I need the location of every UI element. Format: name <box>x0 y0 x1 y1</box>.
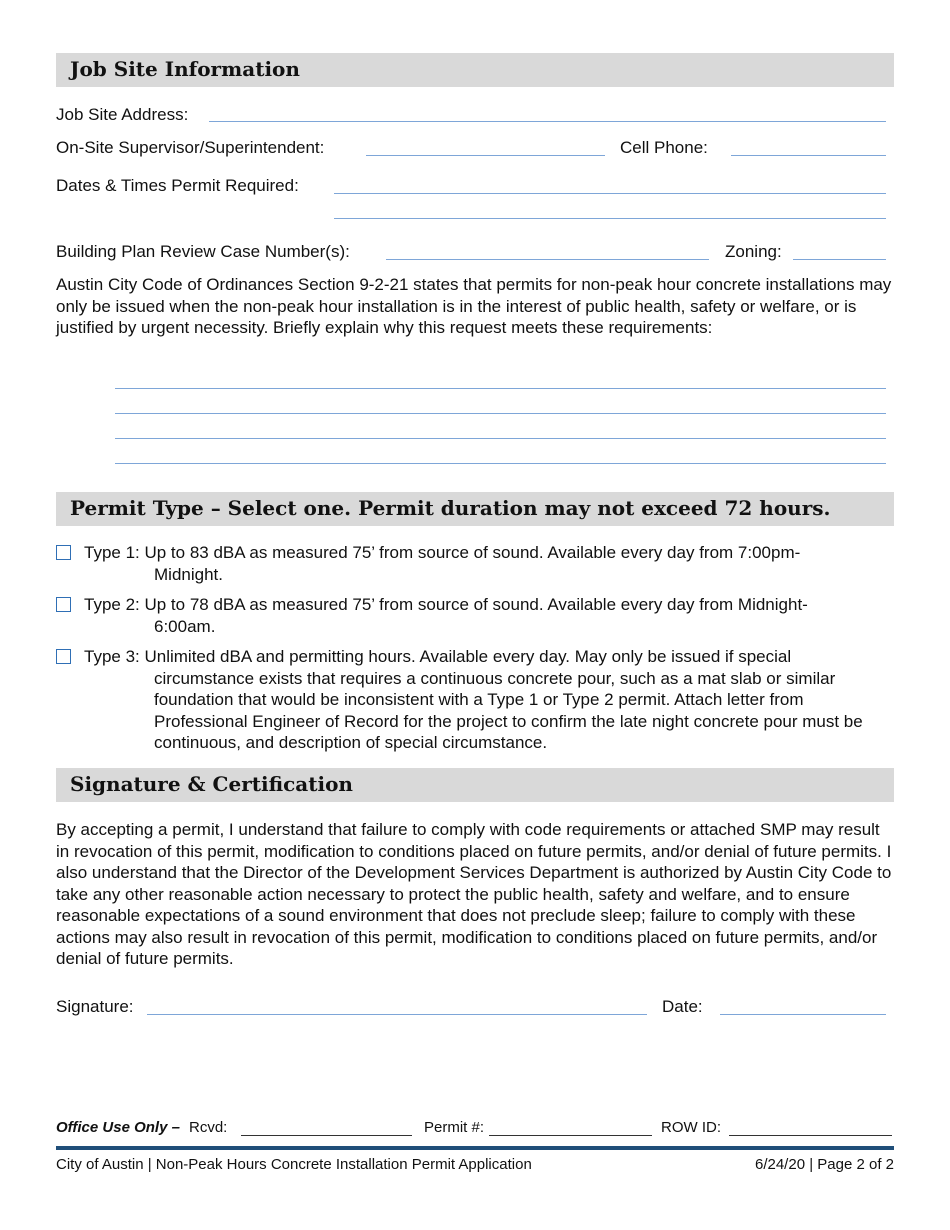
job-site-address-label: Job Site Address: <box>56 105 189 124</box>
date-field[interactable] <box>720 1014 886 1015</box>
permit-type-3-text: Type 3: Unlimited dBA and permitting hours. Available every day. May only be issued if special <box>84 647 792 666</box>
signature-label: Signature: <box>56 997 134 1016</box>
row-id-field[interactable] <box>729 1135 892 1136</box>
section-title: Job Site Information <box>70 57 300 81</box>
cell-phone-label: Cell Phone: <box>620 138 708 157</box>
permit-type-2-text: Type 2: Up to 78 dBA as measured 75’ from source of sound. Available every day from Midnight- <box>84 595 808 614</box>
date-label: Date: <box>662 997 703 1016</box>
footer-title: City of Austin | Non-Peak Hours Concrete Installation Permit Application <box>56 1156 532 1173</box>
permit-number-field[interactable] <box>489 1135 652 1136</box>
permit-type-1-continued: Midnight. <box>154 564 223 584</box>
rcvd-field[interactable] <box>241 1135 412 1136</box>
permit-type-1 <box>84 542 894 585</box>
permit-type-3 <box>84 646 894 754</box>
case-number-label: Building Plan Review Case Number(s): <box>56 242 350 261</box>
case-number-field[interactable] <box>386 259 709 260</box>
zoning-label: Zoning: <box>725 242 782 261</box>
dates-times-label: Dates & Times Permit Required: <box>56 176 299 195</box>
permit-type-2 <box>84 594 894 637</box>
dates-times-field-1[interactable] <box>334 193 886 194</box>
footer-divider <box>56 1146 894 1150</box>
section-header-job-site <box>56 53 894 87</box>
section-title: Permit Type – Select one. Permit duration may not exceed 72 hours. <box>70 496 831 520</box>
dates-times-field-2[interactable] <box>334 218 886 219</box>
explanation-line-1[interactable] <box>115 388 886 389</box>
explanation-line-4[interactable] <box>115 463 886 464</box>
ordinance-text: Austin City Code of Ordinances Section 9-2-21 states that permits for non-peak hour concrete installations may only be issued when the non-peak hour installation is in the interest of public health, safety or welfare, or is justified by urgent necessity. Briefly explain why this request meets these requirements: <box>56 275 892 337</box>
explanation-line-2[interactable] <box>115 413 886 414</box>
office-use-label: Office Use Only – <box>56 1119 180 1136</box>
permit-type-3-continued: circumstance exists that requires a continuous concrete pour, such as a mat slab or similar foundation that would be inconsistent with a Type 1 or Type 2 permit. Attach letter from Professional Engineer of Record for the project to confirm the late night concrete pour must be continuous, and description of special circumstance. <box>154 668 863 752</box>
type-1-checkbox[interactable] <box>56 545 71 560</box>
zoning-field[interactable] <box>793 259 886 260</box>
permit-type-1-text: Type 1: Up to 83 dBA as measured 75’ from source of sound. Available every day from 7:00pm- <box>84 543 801 562</box>
permit-number-label: Permit #: <box>424 1119 485 1136</box>
rcvd-label: Rcvd: <box>189 1119 228 1136</box>
section-header-permit-type <box>56 492 894 526</box>
footer-page-info: 6/24/20 | Page 2 of 2 <box>754 1156 894 1173</box>
section-header-signature <box>56 768 894 802</box>
cell-phone-field[interactable] <box>731 155 886 156</box>
section-title: Signature & Certification <box>70 772 353 796</box>
explanation-line-3[interactable] <box>115 438 886 439</box>
type-3-checkbox[interactable] <box>56 649 71 664</box>
job-site-address-field[interactable] <box>209 121 886 122</box>
type-2-checkbox[interactable] <box>56 597 71 612</box>
permit-type-2-continued: 6:00am. <box>154 616 216 636</box>
supervisor-field[interactable] <box>366 155 605 156</box>
signature-field[interactable] <box>147 1014 647 1015</box>
certification-text: By accepting a permit, I understand that failure to comply with code requirements or attached SMP may result in revocation of this permit, modification to conditions placed on future permits, and/or denial of future permits. I also understand that the Director of the Development Services Department is authorized by Austin City Code to take any other reasonable action necessary to protect the public health, safety and welfare, and to ensure reasonable expectations of a sound environment that does not preclude sleep; failure to comply with these actions may also result in revocation of this permit, modification to conditions placed on future permits, and/or denial of future permits. <box>56 820 892 968</box>
row-id-label: ROW ID: <box>661 1119 721 1136</box>
supervisor-label: On-Site Supervisor/Superintendent: <box>56 138 325 157</box>
